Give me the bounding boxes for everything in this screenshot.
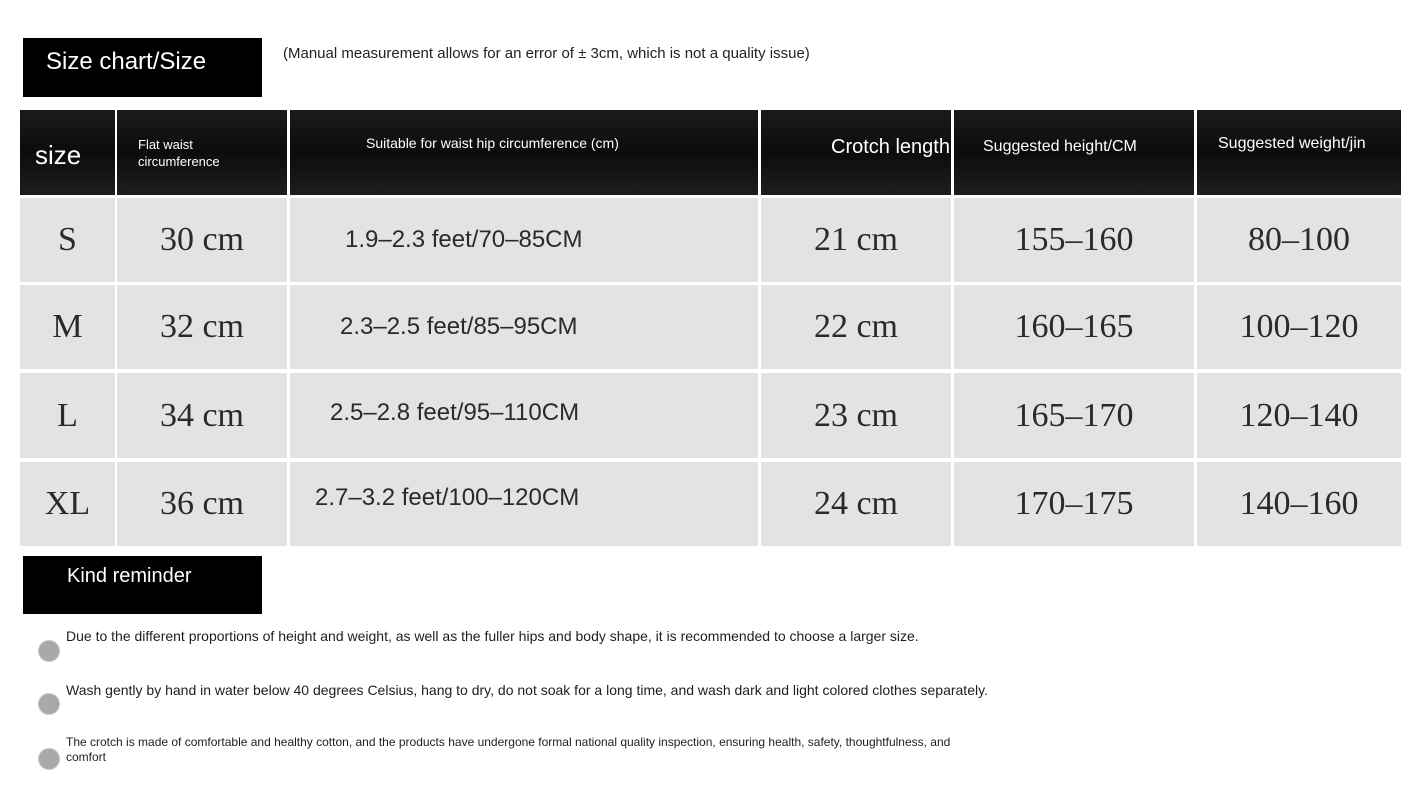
header-suggested-height: Suggested height/CM [954, 110, 1194, 195]
table-row-l-flat-waist: 34 cm [117, 373, 287, 458]
header-flat-waist: Flat waist circumference [117, 110, 287, 195]
table-row-xl-crotch: 24 cm [761, 462, 951, 546]
table-row-s-height: 155–160 [954, 198, 1194, 282]
bullet-dot-icon [38, 693, 60, 715]
reminder-item: Wash gently by hand in water below 40 degrees Celsius, hang to dry, do not soak for a long time, and wash dark and light colored clothes separately. [38, 682, 1118, 712]
table-row-l-weight: 120–140 [1197, 373, 1401, 458]
reminder-item: The crotch is made of comfortable and healthy cotton, and the products have undergone formal national quality inspection, ensuring health, safety, thoughtfulness, and comfort [38, 735, 998, 775]
table-row-m-flat-waist: 32 cm [117, 285, 287, 369]
header-size: size [20, 110, 115, 195]
table-row-l-crotch: 23 cm [761, 373, 951, 458]
reminder-item: Due to the different proportions of height and weight, as well as the fuller hips and body shape, it is recommended to choose a larger size. [38, 628, 1038, 658]
table-row-xl-height: 170–175 [954, 462, 1194, 546]
table-row-s-size: S [20, 198, 115, 282]
size-chart-title: Size chart/Size [23, 38, 262, 97]
header-waist-hip: Suitable for waist hip circumference (cm) [290, 110, 758, 195]
table-row-xl-size: XL [20, 462, 115, 546]
table-row-s-flat-waist: 30 cm [117, 198, 287, 282]
table-row-m-crotch: 22 cm [761, 285, 951, 369]
table-row-s-crotch: 21 cm [761, 198, 951, 282]
table-row-l-size: L [20, 373, 115, 458]
kind-reminder-title: Kind reminder [23, 556, 262, 614]
table-row-m-height: 160–165 [954, 285, 1194, 369]
table-row-m-weight: 100–120 [1197, 285, 1401, 369]
table-row-xl-flat-waist: 36 cm [117, 462, 287, 546]
table-row-m-waist-hip: 2.3–2.5 feet/85–95CM [290, 285, 758, 369]
table-row-l-waist-hip: 2.5–2.8 feet/95–110CM [290, 373, 758, 458]
table-row-s-weight: 80–100 [1197, 198, 1401, 282]
table-row-l-height: 165–170 [954, 373, 1194, 458]
header-suggested-weight: Suggested weight/jin [1197, 110, 1401, 195]
table-row-m-size: M [20, 285, 115, 369]
measurement-note: (Manual measurement allows for an error of ± 3cm, which is not a quality issue) [283, 45, 810, 62]
table-row-xl-weight: 140–160 [1197, 462, 1401, 546]
table-row-s-waist-hip: 1.9–2.3 feet/70–85CM [290, 198, 758, 282]
bullet-dot-icon [38, 640, 60, 662]
bullet-dot-icon [38, 748, 60, 770]
table-row-xl-waist-hip: 2.7–3.2 feet/100–120CM [290, 462, 758, 546]
header-crotch-length: Crotch length [761, 110, 951, 195]
